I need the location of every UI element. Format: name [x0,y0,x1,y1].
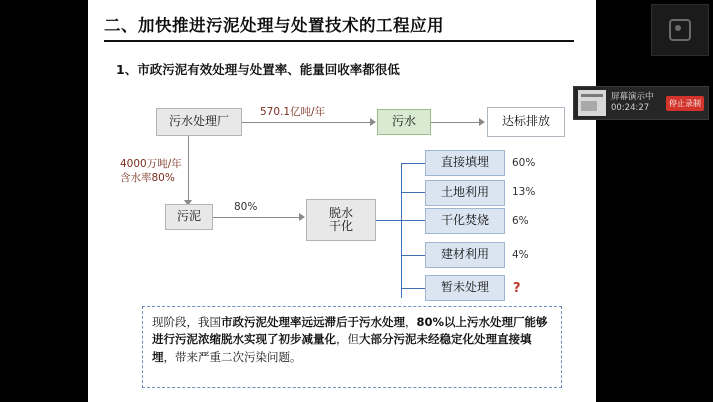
edge-label-sludge-amount-1: 4000万吨/年 [120,158,182,170]
edge-wwtp-to-effluent [242,122,370,123]
node-dewatering-line1: 脱水 [328,205,353,220]
note-bold-2: 80%以上污水处理厂能够进行污泥浓缩脱水实现了初步减量化 [152,315,548,347]
recording-time: 00:24:27 [611,103,650,113]
slide-subtitle: 1、市政污泥有效处理与处置率、能量回收率都很低 [116,62,400,77]
recording-label: 屏幕演示中 [611,91,654,102]
note-part-4: ，带来严重二次污染问题。 [163,349,302,364]
pct-land-use: 13% [512,186,536,198]
edge-label-dewater-pct: 80% [234,201,258,213]
edge-effluent-to-discharge-arrowhead [479,118,485,126]
node-untreated[interactable]: 暂未处理 [425,275,505,301]
node-dewatering[interactable] [306,199,376,241]
edge-wwtp-to-sludge [188,136,189,202]
screen-thumbnail-icon [578,90,606,116]
recording-toolbar[interactable] [573,86,709,120]
node-discharge[interactable]: 达标排放 [487,107,565,137]
edge-wwtp-to-effluent-arrowhead [370,118,376,126]
branch-to-incineration [401,220,425,221]
node-land-use[interactable]: 土地利用 [425,180,505,206]
edge-sludge-to-dewater-arrowhead [299,213,305,221]
recording-status [611,92,666,115]
branch-to-building-material [401,255,425,256]
node-effluent[interactable]: 污水 [377,109,431,135]
node-wwtp[interactable]: 污水处理厂 [156,108,242,136]
node-landfill[interactable]: 直接填埋 [425,150,505,176]
node-incineration[interactable]: 干化焚烧 [425,208,505,234]
pct-untreated: ? [513,281,521,296]
pct-landfill: 60% [512,157,536,169]
edge-effluent-to-discharge [431,122,479,123]
note-bold-1: 市政污泥处理率远远滞后于污水处理 [221,315,405,329]
branch-to-untreated [401,288,425,289]
camera-preview[interactable] [651,4,709,56]
node-sludge[interactable]: 污泥 [165,204,213,230]
node-dewatering-line2: 干化 [328,219,353,233]
note-part-3: ，但 [336,332,359,347]
camera-icon [669,19,691,41]
edge-dewater-to-branches [376,220,401,221]
edge-label-sludge-amount-2: 含水率80% [120,172,175,184]
pct-incineration: 6% [512,215,529,227]
edge-sludge-to-dewater [213,217,299,218]
branch-to-land-use [401,192,425,193]
note-bold-3: 大部分污泥未经稳定化处理直接填埋 [152,332,532,364]
node-building-material[interactable]: 建材利用 [425,242,505,268]
slide-title: 二、加快推进污泥处理与处置技术的工程应用 [104,12,574,42]
edge-label-water-flow: 570.1亿吨/年 [260,106,326,118]
note-part-1: 现阶段，我国 [152,315,221,329]
note-part-2: ， [405,315,417,329]
summary-note [142,306,562,388]
slide-canvas [88,0,596,402]
branch-to-landfill [401,163,425,164]
stop-recording-button[interactable]: 停止录制 [666,96,704,111]
pct-building-material: 4% [512,249,529,261]
branch-spine [401,163,402,298]
